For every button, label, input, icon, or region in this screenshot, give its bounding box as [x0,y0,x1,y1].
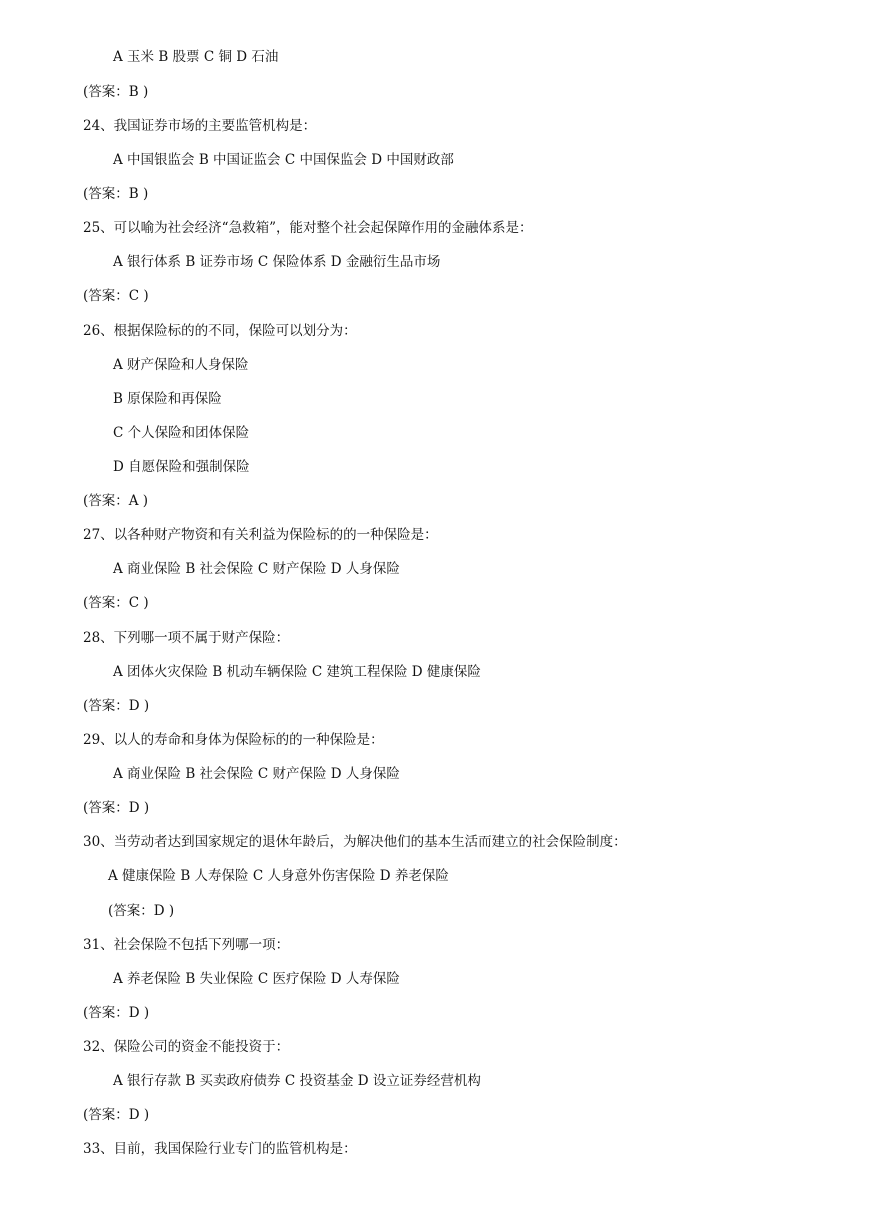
option-line: C 个人保险和团体保险 [113,425,250,441]
question-29: 29、以人的寿命和身体为保险标的的一种保险是： [83,732,384,748]
answer-line: (答案：C ) [83,288,149,304]
option-line: A 商业保险 B 社会保险 C 财产保险 D 人身保险 [113,561,400,577]
answer-line: (答案：D ) [108,903,175,919]
option-line: A 银行存款 B 买卖政府债券 C 投资基金 D 设立证券经营机构 [113,1073,481,1089]
answer-line: (答案：D ) [83,698,150,714]
question-31: 31、社会保险不包括下列哪一项： [83,937,290,953]
option-line: A 商业保险 B 社会保险 C 财产保险 D 人身保险 [113,766,400,782]
question-26: 26、根据保险标的的不同，保险可以划分为： [83,323,357,339]
option-line: A 玉米 B 股票 C 铜 D 石油 [113,49,279,65]
option-line: A 团体火灾保险 B 机动车辆保险 C 建筑工程保险 D 健康保险 [113,664,481,680]
answer-line: (答案：D ) [83,1107,150,1123]
question-25: 25、可以喻为社会经济“急救箱”，能对整个社会起保障作用的金融体系是： [83,220,533,236]
option-line: A 养老保险 B 失业保险 C 医疗保险 D 人寿保险 [113,971,400,987]
option-line: D 自愿保险和强制保险 [113,459,250,475]
question-30: 30、当劳动者达到国家规定的退休年龄后，为解决他们的基本生活而建立的社会保险制度： [83,834,627,850]
question-27: 27、以各种财产物资和有关利益为保险标的的一种保险是： [83,527,438,543]
answer-line: (答案：D ) [83,1005,150,1021]
option-line: A 健康保险 B 人寿保险 C 人身意外伤害保险 D 养老保险 [108,868,449,884]
question-28: 28、下列哪一项不属于财产保险： [83,630,290,646]
answer-line: (答案：C ) [83,595,149,611]
question-24: 24、我国证券市场的主要监管机构是： [83,118,317,134]
answer-line: (答案：A ) [83,493,149,509]
option-line: A 银行体系 B 证券市场 C 保险体系 D 金融衍生品市场 [113,254,441,270]
option-line: B 原保险和再保险 [113,391,222,407]
answer-line: (答案：B ) [83,84,149,100]
question-33: 33、目前，我国保险行业专门的监管机构是： [83,1141,357,1157]
answer-line: (答案：B ) [83,186,149,202]
option-line: A 财产保险和人身保险 [113,357,249,373]
option-line: A 中国银监会 B 中国证监会 C 中国保监会 D 中国财政部 [113,152,454,168]
answer-line: (答案：D ) [83,800,150,816]
question-32: 32、保险公司的资金不能投资于： [83,1039,290,1055]
